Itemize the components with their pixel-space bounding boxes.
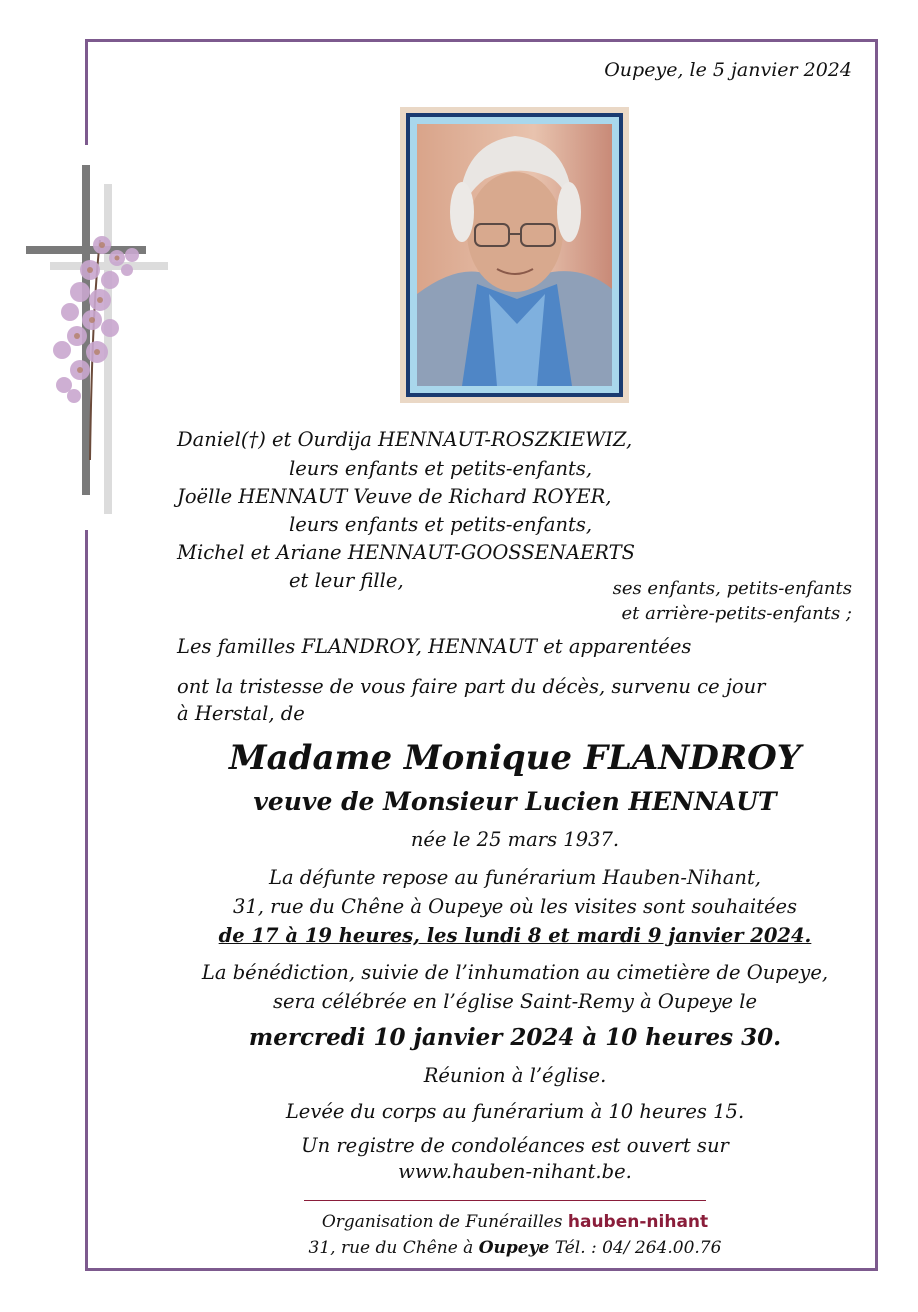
family-line-3: Joëlle HENNAUT Veuve de Richard ROYER,	[177, 485, 612, 508]
family-line-2: leurs enfants et petits-enfants,	[289, 457, 593, 480]
meeting-line: Réunion à l’église.	[423, 1064, 607, 1087]
repose-line-2: 31, rue du Chêne à Oupeye où les visites sont souhaitées	[232, 895, 798, 918]
cross-with-orchid-icon	[22, 160, 172, 520]
family-right-1: ses enfants, petits-enfants	[612, 578, 852, 599]
registry-line-1: Un registre de condoléances est ouvert sur	[301, 1134, 729, 1157]
footer-address-prefix: 31, rue du Chêne à	[308, 1238, 474, 1258]
families-line: Les familles FLANDROY, HENNAUT et apparentées	[177, 635, 692, 658]
footer-org-prefix: Organisation de Funérailles	[321, 1212, 563, 1232]
footer-organisation	[85, 1212, 918, 1232]
family-line-6: et leur fille,	[289, 569, 404, 592]
date-line: Oupeye, le 5 janvier 2024	[604, 59, 852, 81]
announcement-line-1: ont la tristesse de vous faire part du décès, survenu ce jour	[177, 675, 766, 698]
levee-line: Levée du corps au funérarium à 10 heures 15.	[285, 1100, 745, 1123]
family-right-2: et arrière-petits-enfants ;	[621, 603, 852, 624]
deceased-born: née le 25 mars 1937.	[410, 828, 620, 851]
family-line-1: Daniel(†) et Ourdija HENNAUT-ROSZKIEWIZ,	[177, 428, 633, 451]
footer-separator	[304, 1200, 706, 1201]
ceremony-line-1: La bénédiction, suivie de l’inhumation au cimetière de Oupeye,	[201, 961, 829, 984]
family-line-4: leurs enfants et petits-enfants,	[289, 513, 593, 536]
footer-address-city: Oupeye	[478, 1238, 550, 1258]
ceremony-date: mercredi 10 janvier 2024 à 10 heures 30.	[248, 1024, 782, 1051]
deceased-widow: veuve de Monsieur Lucien HENNAUT	[253, 787, 777, 816]
ceremony-line-2: sera célébrée en l’église Saint-Remy à Oupeye le	[272, 990, 758, 1013]
footer-address	[85, 1238, 918, 1258]
visits-line: de 17 à 19 heures, les lundi 8 et mardi 9 janvier 2024.	[218, 924, 812, 947]
deceased-name: Madame Monique FLANDROY	[229, 738, 801, 778]
family-line-5: Michel et Ariane HENNAUT-GOOSSENAERTS	[177, 541, 636, 564]
footer-phone: Tél. : 04/ 264.00.76	[554, 1238, 722, 1258]
portrait-photo	[417, 124, 612, 386]
brand-logo: hauben-nihant	[567, 1212, 709, 1232]
announcement-line-2: à Herstal, de	[177, 702, 305, 725]
repose-line-1: La défunte repose au funérarium Hauben-Nihant,	[269, 866, 761, 889]
registry-link[interactable]: www.hauben-nihant.be.	[398, 1160, 632, 1183]
